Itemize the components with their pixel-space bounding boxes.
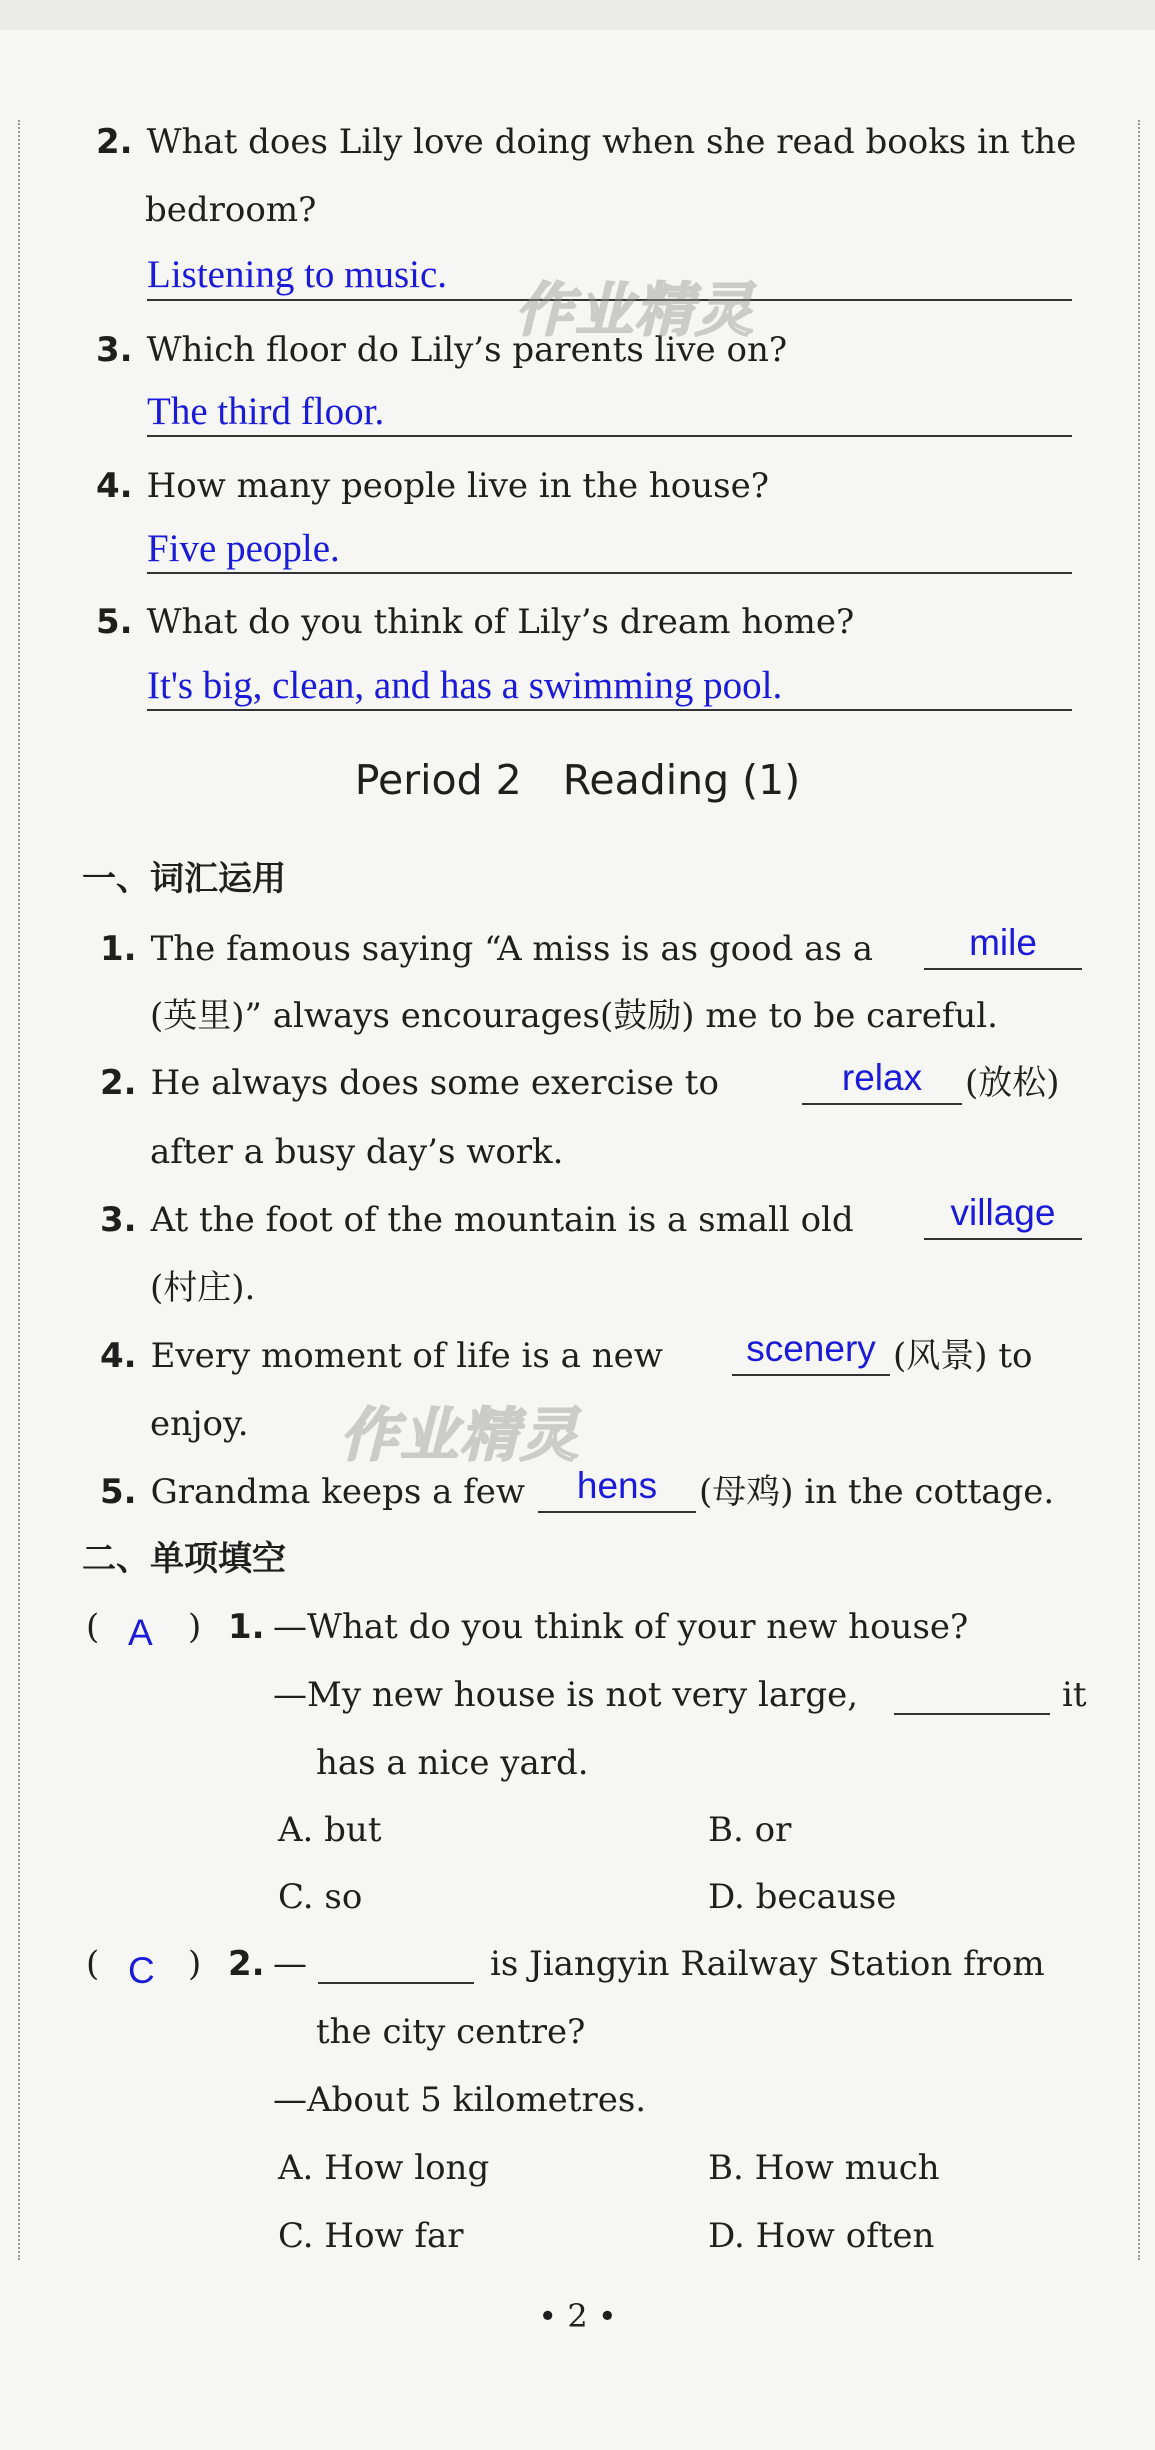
question-2-line2: bedroom? [145, 190, 317, 230]
vocab-1-line2: (英里)” always encourages(鼓励) me to be careful. [150, 996, 998, 1036]
vocab-2-line2: after a busy day’s work. [150, 1132, 564, 1172]
answer-5: It's big, clean, and has a swimming pool. [147, 664, 783, 707]
mc-1-option-b: B. or [708, 1810, 792, 1850]
mc-1-option-d: D. because [708, 1877, 897, 1917]
watermark-top: 作业精灵 [515, 276, 756, 344]
mc-2-line1-tail: is Jiangyin Railway Station from [490, 1944, 1045, 1984]
mc-2-option-b: B. How much [708, 2148, 940, 2188]
mc-2-option-c: C. How far [278, 2216, 464, 2256]
section-1-heading: 一、词汇运用 [82, 859, 286, 899]
vocab-5-blank [538, 1511, 696, 1513]
mc-1-num: 1. [228, 1607, 265, 1647]
vocab-3-line1: 3. At the foot of the mountain is a small old [100, 1200, 854, 1240]
mc-1-option-c: C. so [278, 1877, 363, 1917]
vocab-5-tail: (母鸡) in the cottage. [699, 1472, 1055, 1512]
mc-2-blank [318, 1982, 474, 1984]
mc-2-close-paren: ) [188, 1944, 202, 1984]
top-shade [0, 0, 1155, 30]
mc-1-open-paren: ( [86, 1607, 100, 1647]
answer-2: Listening to music. [147, 253, 448, 296]
mc-1-line3: has a nice yard. [316, 1743, 589, 1783]
mc-1-line1: —What do you think of your new house? [273, 1607, 969, 1647]
answer-line-5 [147, 709, 1072, 711]
mc-2-answer: C [128, 1950, 155, 1991]
vocab-2-answer: relax [841, 1057, 923, 1098]
mc-2-option-a: A. How long [278, 2148, 490, 2188]
vocab-1-line1: 1. The famous saying “A miss is as good as a [100, 929, 873, 969]
vocab-4-line1: 4. Every moment of life is a new [100, 1336, 663, 1376]
question-2-line1: 2. What does Lily love doing when she read books in the [96, 122, 1077, 162]
vocab-3-line2: (村庄). [150, 1268, 256, 1308]
period-title: Period 2 Reading (1) [354, 756, 801, 804]
mc-2-dash: — [273, 1944, 307, 1984]
vocab-1-answer: mile [969, 922, 1037, 963]
vocab-4-answer: scenery [746, 1328, 876, 1369]
vocab-3-blank [924, 1238, 1082, 1240]
mc-2-line2: the city centre? [316, 2012, 586, 2052]
mc-1-blank [894, 1713, 1050, 1715]
vocab-4-line2: enjoy. [150, 1404, 249, 1444]
mc-2-line3: —About 5 kilometres. [273, 2080, 647, 2120]
right-dotted-margin [1138, 120, 1140, 2260]
vocab-5-answer: hens [576, 1465, 658, 1506]
mc-1-line2-tail: it [1062, 1675, 1087, 1715]
left-dotted-margin [18, 120, 20, 2260]
question-3: 3. Which floor do Lily’s parents live on? [96, 330, 788, 370]
mc-1-answer: A [128, 1612, 153, 1653]
answer-line-4 [147, 572, 1072, 574]
vocab-4-blank [732, 1374, 890, 1376]
answer-line-3 [147, 435, 1072, 437]
mc-1-option-a: A. but [278, 1810, 382, 1850]
page-number: • 2 • [538, 2297, 617, 2335]
vocab-4-gloss: (风景) to [893, 1336, 1033, 1376]
mc-1-close-paren: ) [188, 1607, 202, 1647]
mc-2-num: 2. [228, 1944, 265, 1984]
vocab-1-blank [924, 968, 1082, 970]
question-5: 5. What do you think of Lily’s dream home? [96, 602, 855, 642]
answer-3: The third floor. [147, 390, 385, 433]
question-4: 4. How many people live in the house? [96, 466, 769, 506]
watermark-middle: 作业精灵 [340, 1401, 581, 1469]
vocab-3-answer: village [950, 1192, 1056, 1233]
vocab-2-line1: 2. He always does some exercise to [100, 1063, 719, 1103]
mc-2-open-paren: ( [86, 1944, 100, 1984]
section-2-heading: 二、单项填空 [82, 1539, 286, 1579]
vocab-2-gloss: (放松) [965, 1063, 1060, 1103]
mc-2-option-d: D. How often [708, 2216, 935, 2256]
mc-1-line2: —My new house is not very large, [273, 1675, 859, 1715]
vocab-2-blank [802, 1103, 962, 1105]
answer-4: Five people. [147, 527, 340, 570]
vocab-5-line1: 5. Grandma keeps a few [100, 1472, 525, 1512]
